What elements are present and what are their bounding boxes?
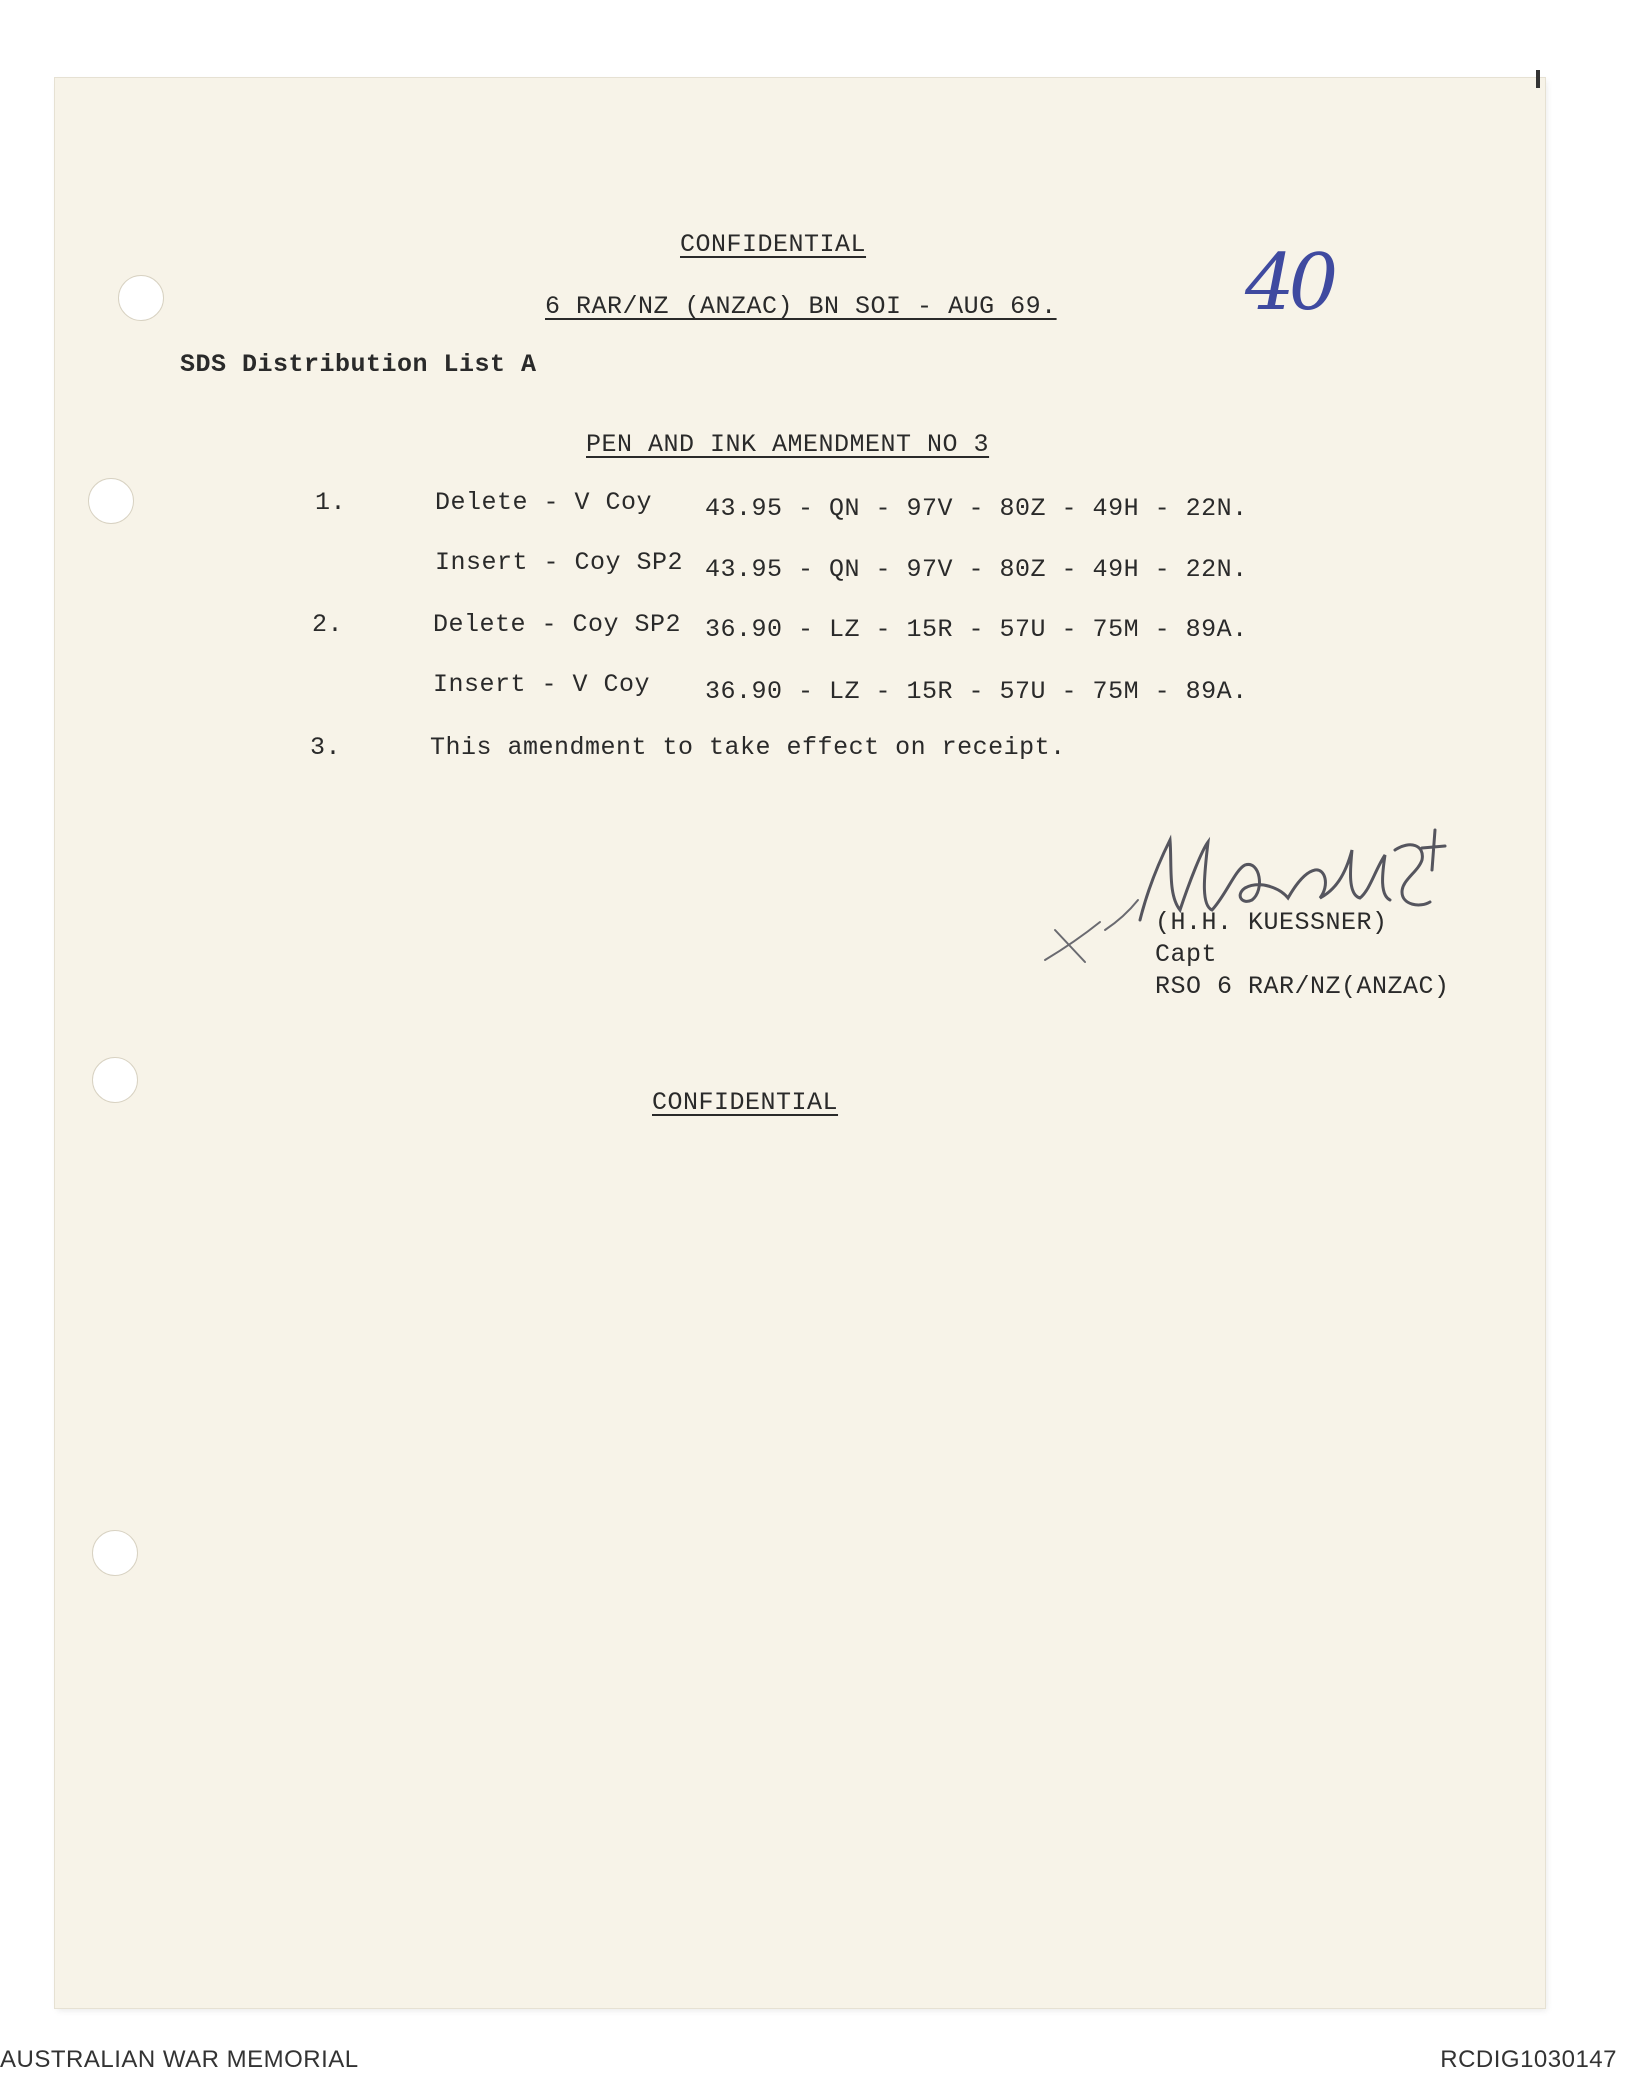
edge-mark xyxy=(1536,70,1540,88)
archive-caption-right: RCDIG1030147 xyxy=(1440,2046,1617,2073)
item-codes: 36.90 - LZ - 15R - 57U - 75M - 89A. xyxy=(705,615,1248,644)
punch-hole xyxy=(92,1057,138,1103)
item-action: Delete - Coy SP2 xyxy=(433,610,682,639)
classification-footer: CONFIDENTIAL xyxy=(652,1088,839,1117)
item-number: 1. xyxy=(315,488,347,517)
item-action: Insert - V Coy xyxy=(433,670,651,699)
document-title: 6 RAR/NZ (ANZAC) BN SOI - AUG 69. xyxy=(545,292,1057,321)
item-codes: 43.95 - QN - 97V - 80Z - 49H - 22N. xyxy=(705,494,1248,523)
punch-hole xyxy=(92,1530,138,1576)
distribution-line: SDS Distribution List A xyxy=(180,350,537,379)
archive-caption-left: AUSTRALIAN WAR MEMORIAL xyxy=(0,2046,359,2073)
item-number: 2. xyxy=(312,610,344,639)
item-action: This amendment to take effect on receipt. xyxy=(430,733,1066,762)
signatory-position: RSO 6 RAR/NZ(ANZAC) xyxy=(1155,972,1450,1001)
signatory-name: (H.H. KUESSNER) xyxy=(1155,908,1388,937)
item-codes: 36.90 - LZ - 15R - 57U - 75M - 89A. xyxy=(705,677,1248,706)
classification-header: CONFIDENTIAL xyxy=(680,230,867,259)
item-codes: 43.95 - QN - 97V - 80Z - 49H - 22N. xyxy=(705,555,1248,584)
item-action: Delete - V Coy xyxy=(435,488,653,517)
handwritten-signature xyxy=(1030,810,1470,980)
signatory-rank: Capt xyxy=(1155,940,1218,969)
item-action: Insert - Coy SP2 xyxy=(435,548,684,577)
handwritten-page-number: 40 xyxy=(1245,238,1333,328)
amendment-title: PEN AND INK AMENDMENT NO 3 xyxy=(586,430,990,459)
punch-hole xyxy=(118,275,164,321)
punch-hole xyxy=(88,478,134,524)
item-number: 3. xyxy=(310,733,342,762)
